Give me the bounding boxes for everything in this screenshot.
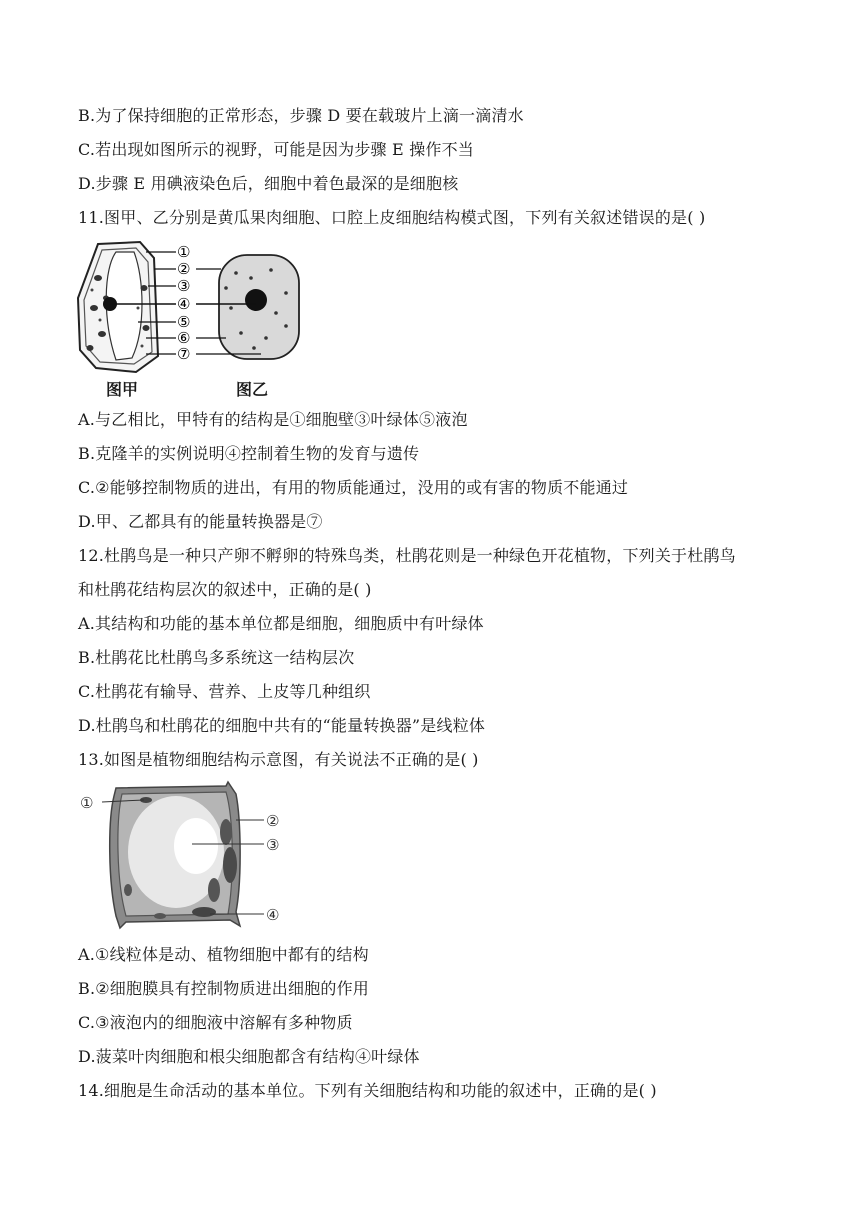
- q12-option-d: D.杜鹃鸟和杜鹃花的细胞中共有的“能量转换器”是线粒体: [78, 716, 486, 735]
- q11-option-d: D.甲、乙都具有的能量转换器是⑦: [78, 512, 323, 531]
- q11-option-b: B.克隆羊的实例说明④控制着生物的发育与遗传: [78, 444, 420, 463]
- figure-11-diagram: [76, 238, 306, 378]
- q12-option-a: A.其结构和功能的基本单位都是细胞，细胞质中有叶绿体: [78, 614, 484, 633]
- question-12-line-1: 12.杜鹃鸟是一种只产卵不孵卵的特殊鸟类，杜鹃花则是一种绿色开花植物，下列关于杜鹃鸟: [78, 546, 736, 565]
- q12-option-c: C.杜鹃花有输导、营养、上皮等几种组织: [78, 682, 371, 701]
- question-12-line-2: 和杜鹃花结构层次的叙述中，正确的是( ): [78, 580, 372, 599]
- figure-13-label-2: ②: [266, 812, 280, 830]
- figure-11-caption-right: 图乙: [236, 380, 269, 399]
- figure-11-label-6: ⑥: [177, 329, 191, 347]
- line-d: D.步骤 E 用碘液染色后，细胞中着色最深的是细胞核: [78, 174, 459, 193]
- question-13: 13.如图是植物细胞结构示意图，有关说法不正确的是( ): [78, 750, 479, 769]
- q11-option-a: A.与乙相比，甲特有的结构是①细胞壁③叶绿体⑤液泡: [78, 410, 468, 429]
- figure-11-label-2: ②: [177, 260, 191, 278]
- q13-option-c: C.③液泡内的细胞液中溶解有多种物质: [78, 1013, 353, 1032]
- q12-option-b: B.杜鹃花比杜鹃鸟多系统这一结构层次: [78, 648, 355, 667]
- q13-option-d: D.菠菜叶肉细胞和根尖细胞都含有结构④叶绿体: [78, 1047, 420, 1066]
- figure-13-label-3: ③: [266, 836, 280, 854]
- figure-11-label-7: ⑦: [177, 345, 191, 363]
- line-b: B.为了保持细胞的正常形态，步骤 D 要在载玻片上滴一滴清水: [78, 106, 524, 125]
- q13-option-a: A.①线粒体是动、植物细胞中都有的结构: [78, 945, 369, 964]
- figure-13-diagram: [76, 780, 292, 930]
- figure-13-label-4: ④: [266, 906, 280, 924]
- figure-13-plant-cell: [76, 780, 292, 930]
- figure-11-label-3: ③: [177, 277, 191, 295]
- figure-13-label-1: ①: [80, 794, 94, 812]
- line-c: C.若出现如图所示的视野，可能是因为步骤 E 操作不当: [78, 140, 475, 159]
- figure-11-caption-left: 图甲: [106, 380, 139, 399]
- question-14: 14.细胞是生命活动的基本单位。下列有关细胞结构和功能的叙述中，正确的是( ): [78, 1081, 657, 1100]
- figure-11-cells: [76, 238, 306, 378]
- figure-11-label-1: ①: [177, 243, 191, 261]
- q11-option-c: C.②能够控制物质的进出，有用的物质能通过，没用的或有害的物质不能通过: [78, 478, 629, 497]
- question-11: 11.图甲、乙分别是黄瓜果肉细胞、口腔上皮细胞结构模式图，下列有关叙述错误的是( ): [78, 208, 706, 227]
- figure-11-label-4: ④: [177, 295, 191, 313]
- figure-11-label-5: ⑤: [177, 313, 191, 331]
- q13-option-b: B.②细胞膜具有控制物质进出细胞的作用: [78, 979, 369, 998]
